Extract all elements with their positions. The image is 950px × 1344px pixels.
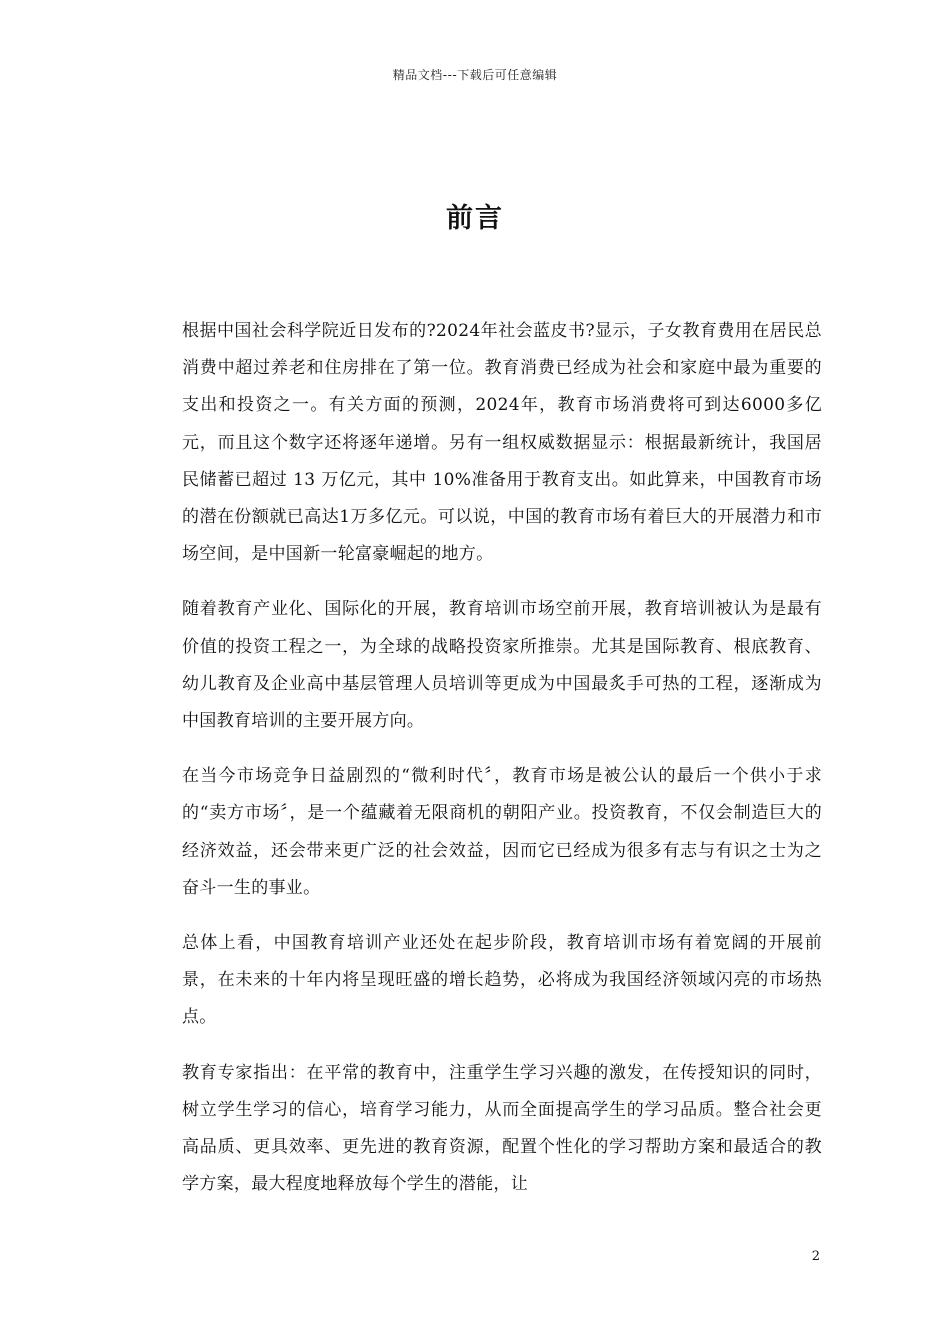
paragraph: 教育专家指出：在平常的教育中，注重学生学习兴趣的激发，在传授知识的同时，树立学生学习的信心，培育学习能力，从而全面提高学生的学习品质。整合社会更高品质、更具效率、更先进的教育资源，配置个性化的学习帮助方案和最适合的教学方案，最大程度地释放每个学生的潜能，让 <box>182 1062 822 1195</box>
paragraph: 随着教育产业化、国际化的开展，教育培训市场空前开展，教育培训被认为是最有价值的投资工程之一，为全球的战略投资家所推崇。尤其是国际教育、根底教育、幼儿教育及企业高中基层管理人员培训等更成为中国最炙手可热的工程，逐渐成为中国教育培训的主要开展方向。 <box>182 599 822 732</box>
document-body <box>182 313 822 1221</box>
page-number: 2 <box>811 1249 820 1264</box>
page-title: 前言 <box>446 203 504 234</box>
paragraph: 在当今市场竞争日益剧烈的“微利时代〞，教育市场是被公认的最后一个供小于求的“卖方市场〞，是一个蕴藏着无限商机的朝阳产业。投资教育，不仅会制造巨大的经济效益，还会带来更广泛的社会效益，因而它已经成为很多有志与有识之士为之奋斗一生的事业。 <box>182 766 822 898</box>
paragraph: 根据中国社会科学院近日发布的?2024年社会蓝皮书?显示，子女教育费用在居民总消费中超过养老和住房排在了第一位。教育消费已经成为社会和家庭中最为重要的支出和投资之一。有关方面的预测，2024年，教育市场消费将可到达6000多亿元，而且这个数字还将逐年递增。另有一组权威数据显示：根据最新统计，我国居民储蓄已超过 13 万亿元，其中 10%准备用于教育支出。如此算来，中国教育市场的潜在份额就已高达1万多亿元。可以说，中国的教育市场有着巨大的开展潜力和市场空间，是中国新一轮富豪崛起的地方。 <box>182 321 822 565</box>
paragraph: 总体上看，中国教育培训产业还处在起步阶段，教育培训市场有着宽阔的开展前景，在未来的十年内将呈现旺盛的增长趋势，必将成为我国经济领域闪亮的市场热点。 <box>182 933 822 1028</box>
page-header: 精品文档---下载后可任意编辑 <box>392 68 558 82</box>
